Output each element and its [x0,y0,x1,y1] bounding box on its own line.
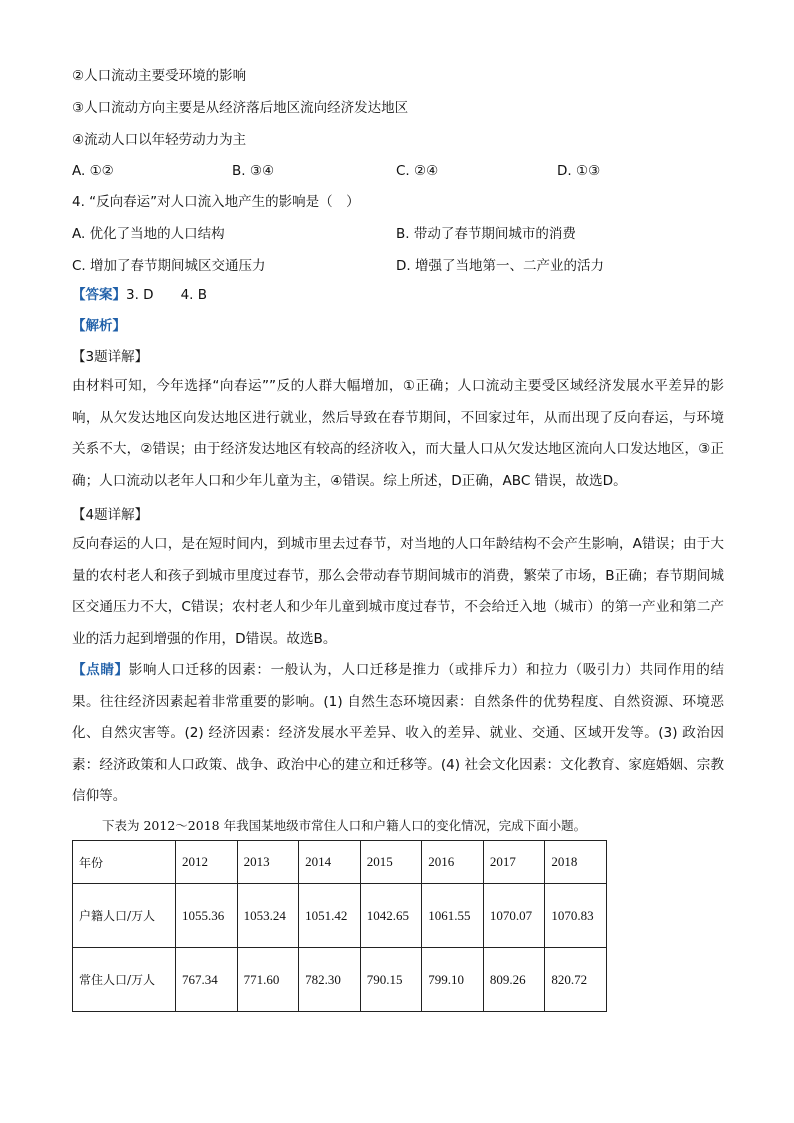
table-cell: 771.60 [237,948,299,1012]
table-cell: 820.72 [545,948,607,1012]
q4-option-b: B. 带动了春节期间城市的消费 [396,226,576,242]
q3-option-a: A. ①② [72,163,114,179]
answer-line [72,285,207,305]
table-row-label: 户籍人口/万人 [73,884,176,948]
q4-detail-text: 反向春运的人口，是在短时间内，到城市里去过春节，对当地的人口年龄结构不会产生影响，A错误；由于大量的农村老人和孩子到城市里度过春节，那么会带动春节期间城市的消费，繁荣了市场，B正确；春节期间城区交通压力不大，C错误；农村老人和少年儿童到城市度过春节，不会给迁入地（城市）的第一产业和第二产业的活力起到增强的作用，D错误。故选B。 [72,536,724,647]
table-header-cell: 2014 [299,841,361,884]
table-cell: 782.30 [299,948,361,1012]
answer-text: 3. D 4. B [126,287,207,303]
q4-option-a: A. 优化了当地的人口结构 [72,226,225,242]
statement-3: ③人口流动方向主要是从经济落后地区流向经济发达地区 [72,100,409,116]
population-table [72,840,607,1012]
table-cell: 799.10 [422,948,484,1012]
table-header-cell: 年份 [73,841,176,884]
q4-detail-label: 【4题详解】 [72,507,149,523]
table-header-cell: 2015 [360,841,422,884]
q3-option-b: B. ③④ [232,163,275,179]
q4-option-c: C. 增加了春节期间城区交通压力 [72,258,266,274]
table-cell: 767.34 [176,948,238,1012]
q3-detail-text: 由材料可知，今年选择“向春运””反的人群大幅增加，①正确；人口流动主要受区域经济发展水平差异的影响，从欠发达地区向发达地区进行就业，然后导致在春节期间，不回家过年，从而出现了反向春运，与环境关系不大，②错误；由于经济发达地区有较高的经济收入，而大量人口从欠发达地区流向人口发达地区，③正确；人口流动以老年人口和少年儿童为主，④错误。综上所述，D正确，ABC 错误，故选D。 [72,378,724,489]
q3-detail-label: 【3题详解】 [72,349,149,365]
statement-2: ②人口流动主要受环境的影响 [72,68,247,84]
table-row [73,884,607,948]
q4-option-d: D. 增强了当地第一、二产业的活力 [396,258,604,274]
statement-4: ④流动人口以年轻劳动力为主 [72,132,247,148]
table-cell: 1051.42 [299,884,361,948]
table-header-cell: 2012 [176,841,238,884]
table-header-cell: 2017 [483,841,545,884]
table-cell: 790.15 [360,948,422,1012]
table-header-cell: 2016 [422,841,484,884]
table-cell: 809.26 [483,948,545,1012]
table-cell: 1053.24 [237,884,299,948]
table-cell: 1055.36 [176,884,238,948]
key-point [72,655,724,813]
analysis-label-text: 【解析】 [72,318,126,334]
analysis-label [72,316,126,336]
table-caption: 下表为 2012～2018 年我国某地级市常住人口和户籍人口的变化情况，完成下面小题。 [102,818,587,833]
key-point-text: 影响人口迁移的因素：一般认为，人口迁移是推力（或排斥力）和拉力（吸引力）共同作用的结果。往往经济因素起着非常重要的影响。(1) 自然生态环境因素：自然条件的优势程度、自然资源、环境恶化、自然灾害等。(2) 经济因素：经济发展水平差异、收入的差异、就业、交通、区域开发等。(3) 政治因素：经济政策和人口政策、战争、政治中心的建立和迁移等。(4) 社会文化因素：文化教育、家庭婚姻、宗教信仰等。 [72,662,724,804]
q4-stem: 4. “反向春运”对人口流入地产生的影响是（ ） [72,194,360,210]
table-header-cell: 2013 [237,841,299,884]
table-row-label: 常住人口/万人 [73,948,176,1012]
table-row [73,948,607,1012]
table-header-row [73,841,607,884]
table-cell: 1042.65 [360,884,422,948]
answer-label: 【答案】 [72,287,126,303]
table-cell: 1061.55 [422,884,484,948]
table-cell: 1070.83 [545,884,607,948]
q3-option-c: C. ②④ [396,163,439,179]
q3-option-d: D. ①③ [557,163,601,179]
table-header-cell: 2018 [545,841,607,884]
key-point-label: 【点睛】 [72,662,129,678]
table-cell: 1070.07 [483,884,545,948]
